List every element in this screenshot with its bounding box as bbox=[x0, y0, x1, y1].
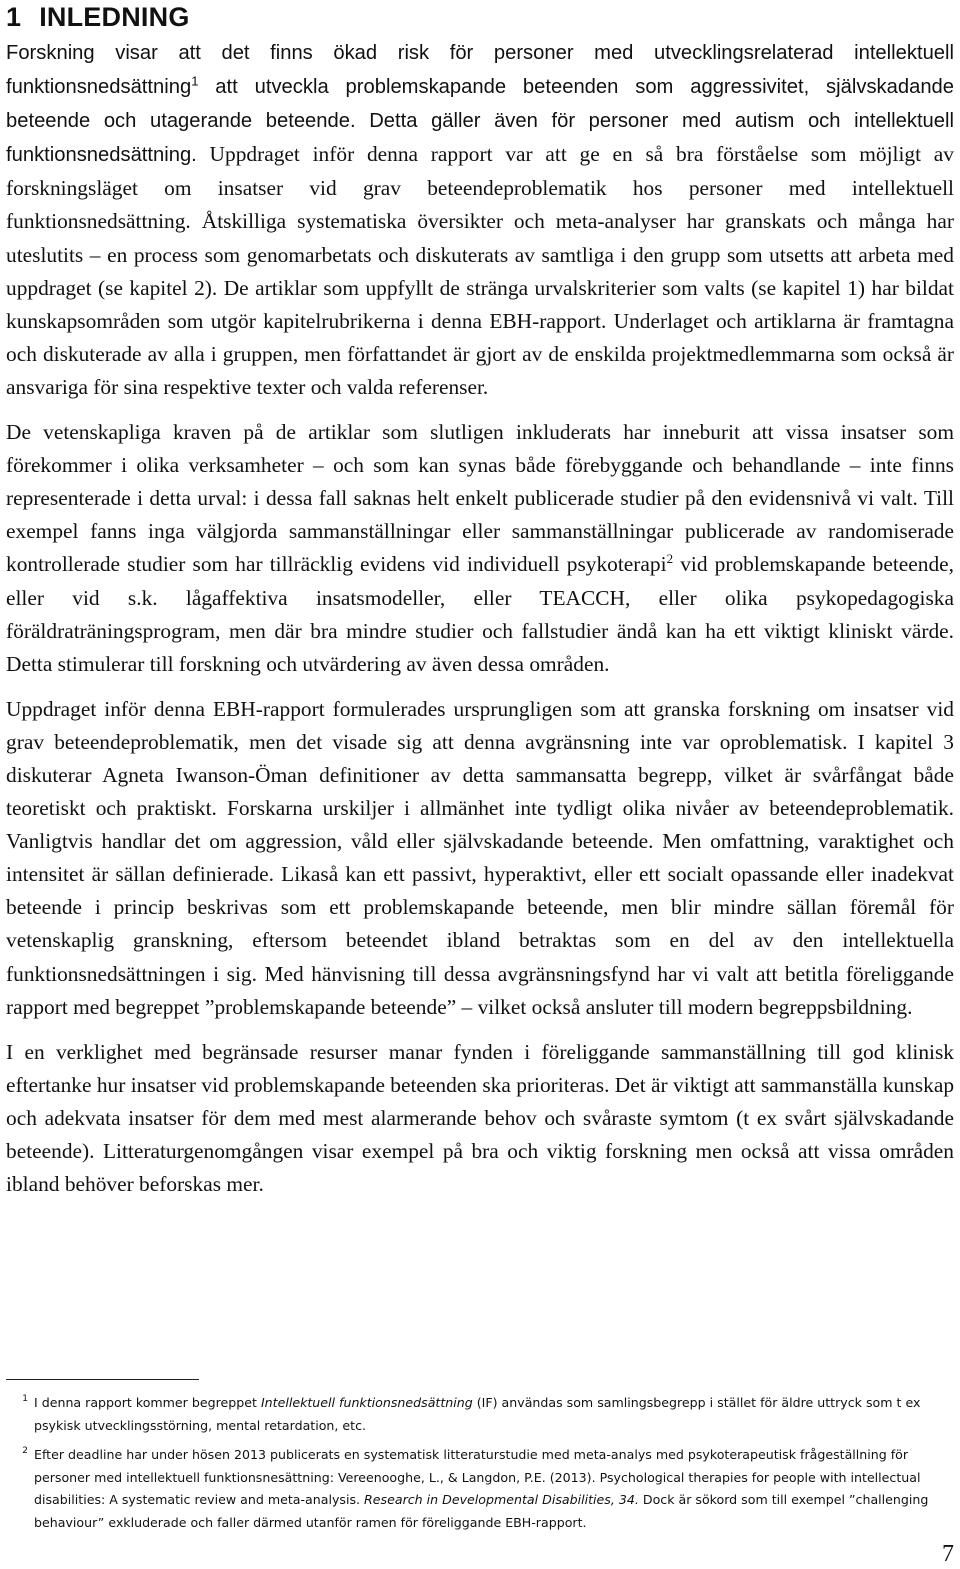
chapter-heading bbox=[6, 0, 954, 36]
footnote-1 bbox=[6, 1392, 954, 1437]
footnote-ref-2[interactable]: 2 bbox=[666, 551, 674, 567]
footnote-divider bbox=[6, 1379, 199, 1380]
footnote-1-text bbox=[34, 1392, 954, 1437]
page-number: 7 bbox=[942, 1541, 954, 1567]
footnote-2-mark: 2 bbox=[22, 1446, 28, 1456]
footnote-2-journal: Research in Developmental Disabilities, 34. bbox=[364, 1492, 639, 1507]
paragraph-2-text-a: De vetenskapliga kraven på de artiklar som slutligen inkluderats har inneburit att vissa insatser som förekommer i olika verksamheter – och som kan synas både förebyggande och behandlande – inte finns representerade i detta urval: i dessa fall saknas helt enkelt publicerade studier på den evidensnivå vi valt. Till exempel fanns inga välgjorda sammanställningar eller sammanställningar publicerade av randomiserade kontrollerade studier som har tillräcklig evidens vid individuell psykoterapi bbox=[6, 420, 954, 577]
document-page bbox=[6, 0, 954, 1201]
chapter-title: INLEDNING bbox=[39, 2, 190, 32]
footnote-1-text-b: (IF) användas som samlingsbegrepp i stället för äldre uttryck som t ex psykisk utvecklingsstörning, mental retardation, etc. bbox=[34, 1395, 921, 1433]
paragraph-3: Uppdraget inför denna EBH-rapport formulerades ursprungligen som att granska forskning om insatser vid grav beteendeproblematik, men det visade sig att denna avgränsning inte var oproblematisk. I kapitel 3 diskuterar Agneta Iwanson-Öman definitioner av detta sammansatta begrepp, vilket är svårfångat både teoretiskt och praktiskt. Forskarna urskiljer i allmänhet inte tydligt olika nivåer av beteendeproblematik. Vanligtvis handlar det om aggression, våld eller självskadande beteende. Men omfattning, varaktighet och intensitet är sällan definierade. Likaså kan ett passivt, hyperaktivt, eller ett socialt opassande eller inadekvat beteende i princip beskrivas som ett problemskapande beteende, men blir mindre sällan föremål för vetenskaplig granskning, eftersom beteendet ibland betraktas som en del av den intellektuella funktionsnedsättningen i sig. Med hänvisning till dessa avgränsningsfynd har vi valt att betitla föreliggande rapport med begreppet ”problemskapande beteende” – vilket också ansluter till modern begreppsbildning. bbox=[6, 696, 954, 1019]
footnote-1-text-a: I denna rapport kommer begreppet bbox=[34, 1395, 261, 1410]
footnote-2-text-a: Efter deadline har under hösen 2013 publicerats en systematisk litteraturstudie med meta-analys med psykoterapeutisk frågeställning för personer med intellektuell funktionsnesättning: Vereenooghe, L., & Langdon, P.E. (2013). Psychological therapies for people with intellectual disabilities: A systematic review and meta-analysis. bbox=[34, 1447, 921, 1507]
paragraph-1 bbox=[6, 36, 954, 404]
paragraph-4: I en verklighet med begränsade resurser manar fynden i föreliggande sammanställning till god klinisk eftertanke hur insatser vid problemskapande beteenden ska prioriteras. Det är viktigt att sammanställa kunskap och adekvata insatser för dem med mest alarmerande behov och svåraste symtom (t ex svårt självskadande beteende). Litteraturgenomgången visar exempel på bra och viktig forskning men också att vissa områden ibland behöver beforskas mer. bbox=[6, 1039, 955, 1197]
paragraph-2-text-b: vid problemskapande beteende, eller vid s.k. lågaffektiva insatsmodeller, eller TEACCH, eller olika psykopedagogiska föräldraträningsprogram, men där bra mindre studier och fallstudier ändå kan ha ett viktigt kliniskt värde. Detta stimulerar till forskning och utvärdering av även dessa områden. bbox=[6, 552, 955, 676]
footnote-2-text-b: Dock är sökord som till exempel ”challenging behaviour” exkluderade och faller därmed utanför ramen för föreliggande EBH-rapport. bbox=[34, 1492, 929, 1530]
paragraph-1-text-b: att utveckla problemskapande beteenden som aggressivitet, självskadande beteende och utagerande beteende. Detta gäller även för personer med autism och intellektuell funktionsnedsättning. bbox=[6, 76, 954, 167]
footnote-2-text bbox=[34, 1444, 954, 1534]
paragraph-1-text-a: Forskning visar att det finns ökad risk för personer med utvecklingsrelaterad intellektuell funktionsnedsättning bbox=[6, 42, 954, 99]
paragraph-2 bbox=[6, 416, 954, 681]
footnote-ref-1[interactable]: 1 bbox=[191, 73, 199, 89]
footnotes bbox=[6, 1392, 954, 1534]
footnote-1-mark: 1 bbox=[22, 1394, 28, 1404]
paragraph-1-text-c: Uppdraget inför denna rapport var att ge en så bra förståelse som möjligt av forskningsläget om insatser vid grav beteendeproblematik hos personer med intellektuell funktionsnedsättning. Åtskilliga systematiska översikter och meta-analyser har granskats och många har uteslutits – en process som genomarbetats och diskuterats av samtliga i den grupp som utsetts att arbeta med uppdraget (se kapitel 2). De artiklar som uppfyllt de stränga urvalskriterier som valts (se kapitel 1) har bildat kunskapsområden som utgör kapitelrubrikerna i denna EBH-rapport. Underlaget och artiklarna är framtagna och diskuterade av alla i gruppen, men författandet är gjort av de enskilda projektmedlemmarna som också är ansvariga för sina respektive texter och valda referenser. bbox=[6, 142, 954, 399]
body-text bbox=[6, 36, 954, 1201]
chapter-number: 1 bbox=[6, 2, 22, 32]
footnote-2 bbox=[6, 1444, 954, 1534]
footnote-1-term: Intellektuell funktionsnedsättning bbox=[260, 1395, 473, 1410]
